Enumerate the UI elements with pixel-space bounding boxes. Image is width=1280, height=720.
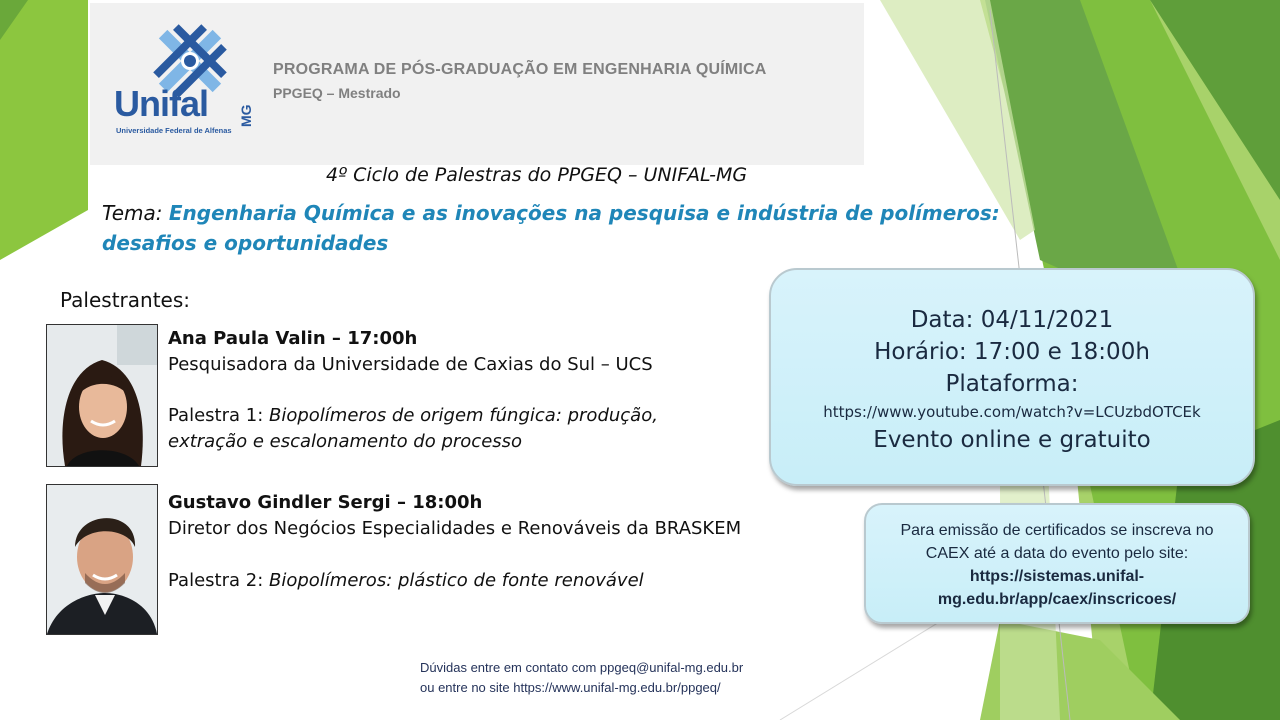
event-platform-link[interactable]: https://www.youtube.com/watch?v=LCUzbdOTCEk xyxy=(823,403,1201,421)
speaker-1-name: Ana Paula Valin – 17:00h xyxy=(168,328,418,349)
speaker-2-photo xyxy=(46,484,158,635)
logo-mg: MG xyxy=(238,104,254,127)
logo-name: Unifal xyxy=(114,83,209,124)
theme-label: Tema: xyxy=(102,201,163,225)
event-platform-label: Plataforma: xyxy=(945,371,1079,397)
contact-line-2: ou entre no site https://www.unifal-mg.edu.br/ppgeq/ xyxy=(420,680,721,695)
speaker-1-photo xyxy=(46,324,158,467)
logo-banner xyxy=(90,3,864,165)
speaker-2-portrait-icon xyxy=(47,485,157,634)
event-time: Horário: 17:00 e 18:00h xyxy=(874,339,1150,365)
program-subtitle: PPGEQ – Mestrado xyxy=(273,85,401,101)
speaker-2-role: Diretor dos Negócios Especialidades e Renováveis da BRASKEM xyxy=(168,518,742,539)
speakers-label: Palestrantes: xyxy=(60,288,190,312)
certificate-box xyxy=(864,503,1250,624)
certificate-url-line2[interactable]: mg.edu.br/app/caex/inscricoes/ xyxy=(937,591,1177,608)
speaker-2-talk-title: Biopolímeros: plástico de fonte renovável xyxy=(269,570,644,591)
event-info-box xyxy=(769,268,1255,486)
speaker-1-portrait-icon xyxy=(47,325,157,466)
certificate-link[interactable] xyxy=(866,565,1248,588)
cycle-title: 4º Ciclo de Palestras do PPGEQ – UNIFAL-MG xyxy=(326,164,748,186)
theme-value: Engenharia Química e as inovações na pesquisa e indústria de polímeros: desafios e oportunidades xyxy=(102,201,1000,255)
speaker-2-name: Gustavo Gindler Sergi – 18:00h xyxy=(168,492,483,513)
theme xyxy=(102,198,1032,258)
certificate-url-line1[interactable]: https://sistemas.unifal- xyxy=(969,568,1145,585)
logo-university: Universidade Federal de Alfenas xyxy=(116,126,232,135)
speaker-2-talk-label: Palestra 2: xyxy=(168,570,264,591)
speaker-1-talk xyxy=(168,403,728,455)
event-format: Evento online e gratuito xyxy=(873,427,1151,453)
speaker-1-talk-label: Palestra 1: xyxy=(168,405,264,426)
contact-info xyxy=(420,658,743,698)
program-title: PROGRAMA DE PÓS-GRADUAÇÃO EM ENGENHARIA QUÍMICA xyxy=(273,61,767,78)
contact-line-1: Dúvidas entre em contato com ppgeq@unifal-mg.edu.br xyxy=(420,660,744,675)
event-date: Data: 04/11/2021 xyxy=(910,307,1114,333)
speaker-1-talk-title: Biopolímeros de origem fúngica: produção, extração e escalonamento do processo xyxy=(168,405,658,452)
speaker-1-role: Pesquisadora da Universidade de Caxias do Sul – UCS xyxy=(168,354,653,375)
speaker-2-talk xyxy=(168,568,768,594)
certificate-text: Para emissão de certificados se inscreva no CAEX até a data do evento pelo site: xyxy=(900,522,1214,562)
